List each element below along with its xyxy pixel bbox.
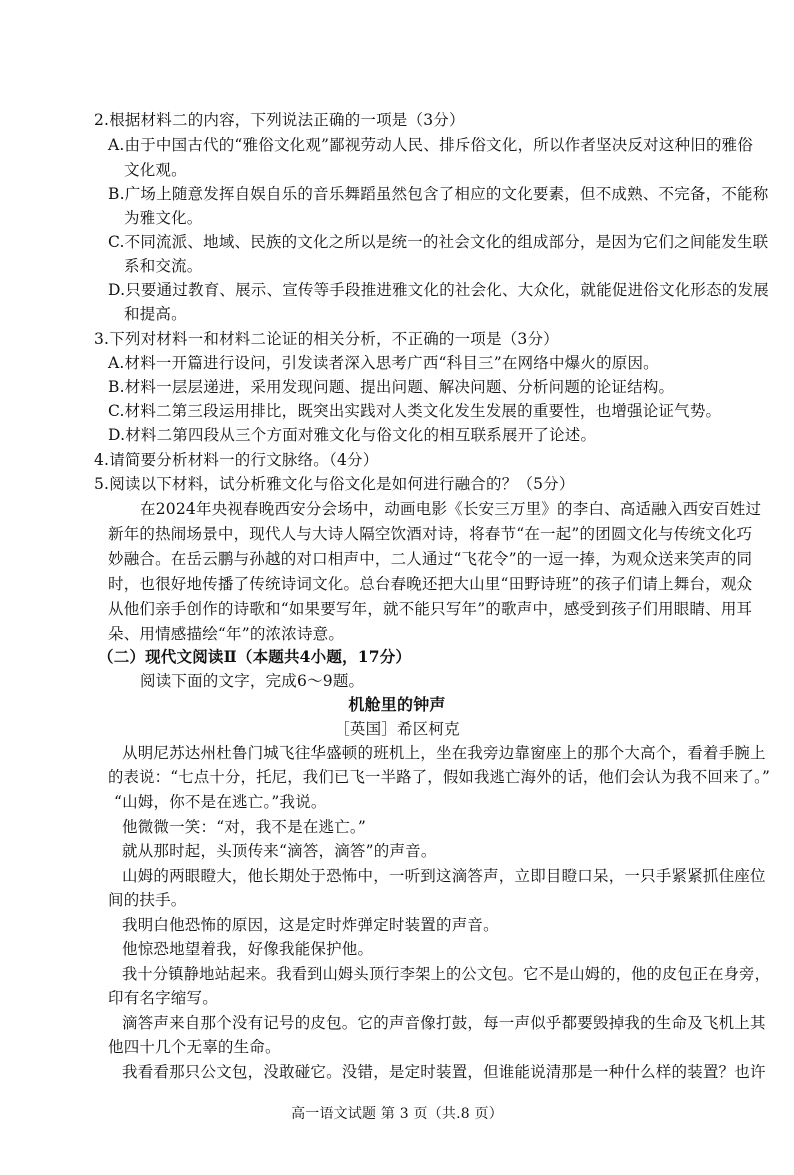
article-paragraph-line: 印有名字缩写。 [108,989,218,1007]
question-3-option-d: D.材料二第四段从三个方面对雅文化与俗文化的相互联系展开了论述。 [108,426,597,444]
article-paragraph-line: 就从那时起，头顶传来“滴答，滴答”的声音。 [122,842,437,860]
question-5-material-line: 在2024年央视春晚西安分会场中，动画电影《长安三万里》的李白、高适融入西安百姓过 [140,500,762,518]
question-5-material-line: 妙融合。在岳云鹏与孙越的对口相声中，二人通过“飞花令”的一逗一捧，为观众送来笑声的同 [108,550,753,568]
article-paragraph-line: 他惊恐地望着我，好像我能保护他。 [122,940,374,958]
article-paragraph-line: 我明白他恐怖的原因，这是定时炸弹定时装置的声音。 [122,916,499,934]
article-paragraph-line: 滴答声来自那个没有记号的皮包。它的声音像打鼓，每一声似乎都要毁掉我的生命及飞机上其 [122,1014,766,1032]
article-title: 机舱里的钟声 [348,695,446,714]
article-paragraph-line: 我十分镇静地站起来。我看到山姆头顶行李架上的公文包。它不是山姆的，他的皮包正在身旁， [122,965,770,983]
question-3-option-a: A.材料一开篇进行设问，引发读者深入思考广西“科目三”在网络中爆火的原因。 [108,354,659,372]
question-2-option-b-cont: 为雅文化。 [124,209,203,227]
question-5-material-line: 时，也很好地传播了传统诗词文化。总台春晚还把大山里“田野诗班”的孩子们请上舞台，观众 [108,575,753,593]
question-3-option-b: B.材料一层层递进，采用发现问题、提出问题、解决问题、分析问题的论证结构。 [108,378,675,396]
article-paragraph-line: 他微微一笑：“对，我不是在逃亡。” [122,818,366,836]
question-5-stem: 5.阅读以下材料，试分析雅文化与俗文化是如何进行融合的？（5分） [94,475,575,493]
question-5-material-line: 朵、用情感描绘“年”的浓浓诗意。 [108,625,345,643]
question-2-option-d: D.只要通过教育、展示、宣传等手段推进雅文化的社会化、大众化，就能促进俗文化形态的发展 [108,281,769,299]
question-2-option-a: A.由于中国古代的“雅俗文化观”鄙视劳动人民、排斥俗文化，所以作者坚决反对这种旧的雅俗 [108,136,754,154]
question-2-option-c-cont: 系和交流。 [124,257,203,275]
question-2-option-b: B.广场上随意发挥自娱自乐的音乐舞蹈虽然包含了相应的文化要素，但不成熟、不完备，不能称 [108,185,769,203]
article-paragraph-line: 的表说：“七点十分，托尼，我们已飞一半路了，假如我逃亡海外的话，他们会认为我不回来了。” [108,768,771,786]
section-instruction: 阅读下面的文字，完成6～9题。 [140,672,365,690]
question-3-option-c: C.材料二第三段运用排比，既突出实践对人类文化发生发展的重要性，也增强论证气势。 [108,402,722,420]
article-paragraph-line: 我看看那只公文包，没敢碰它。没错，是定时装置，但谁能说清那是一种什么样的装置？也许 [122,1063,766,1081]
article-author: ［英国］希区柯克 [334,720,460,738]
page-footer: 高一语文试题 第 3 页（共.8 页） [291,1106,503,1122]
article-paragraph-line: 山姆的两眼瞪大，他长期处于恐怖中，一听到这滴答声，立即目瞪口呆，一只手紧紧抓住座位 [122,867,766,885]
question-4-stem: 4.请简要分析材料一的行文脉络。（4分） [94,451,379,469]
article-paragraph-line: 从明尼苏达州杜鲁门城飞往华盛顿的班机上，坐在我旁边靠窗座上的那个大高个，看着手腕上 [122,744,766,762]
section-heading: （二）现代文阅读Ⅱ（本题共4小题，17分） [98,647,412,666]
question-3-stem: 3.下列对材料一和材料二论证的相关分析，不正确的一项是（3分） [94,330,559,348]
question-5-material-line: 新年的热闹场景中，现代人与大诗人隔空饮酒对诗，将春节“在一起”的团圆文化与传统文化巧 [108,525,753,543]
question-2-stem: 2.根据材料二的内容，下列说法正确的一项是（3分） [94,111,465,129]
article-paragraph-line: 他四十几个无辜的生命。 [108,1038,281,1056]
question-2-option-d-cont: 和提高。 [124,305,187,323]
question-2-option-a-cont: 文化观。 [124,161,187,179]
question-2-option-c: C.不同流派、地域、民族的文化之所以是统一的社会文化的组成部分，是因为它们之间能发生联 [108,233,769,251]
question-5-material-line: 从他们亲手创作的诗歌和“如果要写年，就不能只写年”的歌声中，感受到孩子们用眼睛、用耳 [108,600,753,618]
article-paragraph-line: “山姆，你不是在逃亡。”我说。 [114,793,327,811]
article-paragraph-line: 间的扶手。 [108,891,187,909]
